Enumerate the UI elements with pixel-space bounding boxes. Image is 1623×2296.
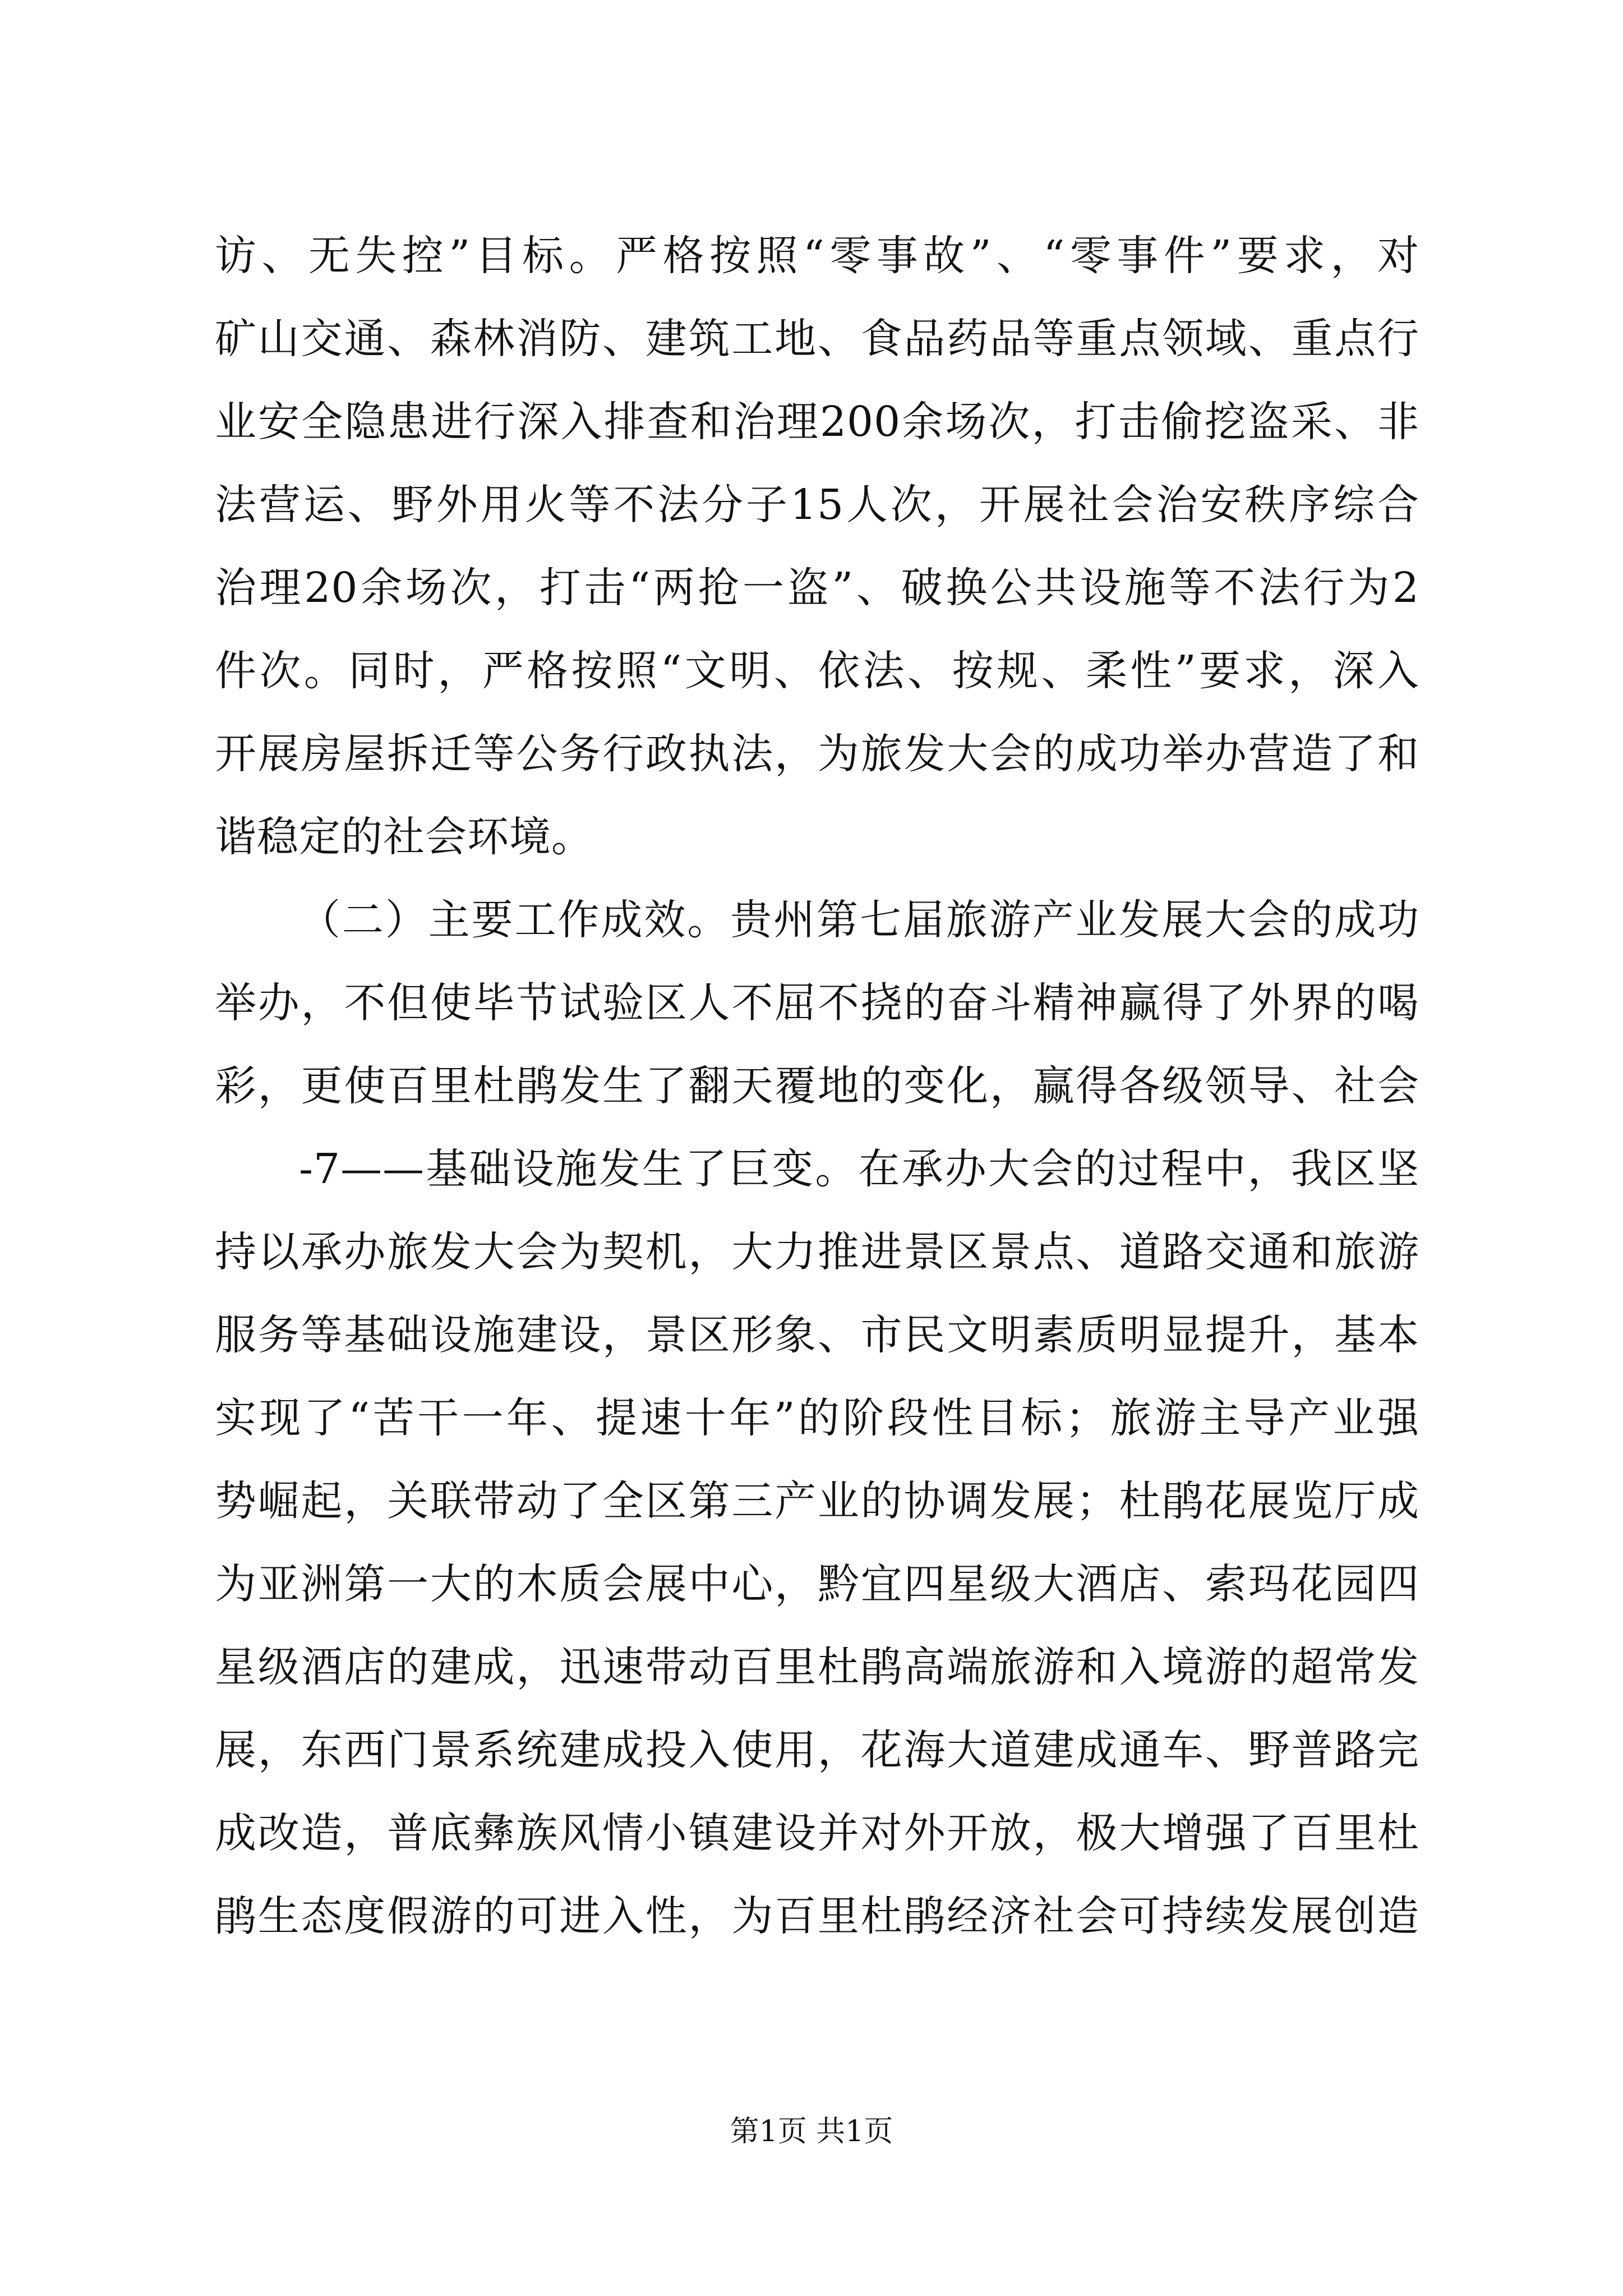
text-line: 开展房屋拆迁等公务行政执法，为旅发大会的成功举办营造了和	[215, 730, 1419, 778]
text-line: 访、无失控”目标。严格按照“零事故”、“零事件”要求，对	[215, 232, 1419, 280]
text-line: 持以承办旅发大会为契机，大力推进景区景点、道路交通和旅游	[215, 1228, 1419, 1276]
text-line: 治理20余场次，打击“两抢一盗”、破换公共设施等不法行为2	[215, 564, 1419, 612]
text-line: 实现了“苦干一年、提速十年”的阶段性目标；旅游主导产业强	[215, 1394, 1419, 1442]
body-text	[215, 214, 1419, 1958]
text-line: 矿山交通、森林消防、建筑工地、食品药品等重点领域、重点行	[215, 315, 1419, 363]
text-line: 成改造，普底彝族风情小镇建设并对外开放，极大增强了百里杜	[215, 1809, 1419, 1857]
text-line: 为亚洲第一大的木质会展中心，黔宜四星级大酒店、索玛花园四	[215, 1560, 1419, 1608]
text-line: （二）主要工作成效。贵州第七届旅游产业发展大会的成功	[299, 896, 1419, 944]
text-line: 鹃生态度假游的可进入性，为百里杜鹃经济社会可持续发展创造	[215, 1892, 1419, 1940]
text-line: 业安全隐患进行深入排查和治理200余场次，打击偷挖盗采、非	[215, 398, 1419, 446]
text-line: 法营运、野外用火等不法分子15人次，开展社会治安秩序综合	[215, 481, 1419, 529]
text-line: 展，东西门景系统建成投入使用，花海大道建成通车、野普路完	[215, 1726, 1419, 1774]
text-line: 谐稳定的社会环境。	[215, 813, 593, 861]
text-line: 势崛起，关联带动了全区第三产业的协调发展；杜鹃花展览厅成	[215, 1477, 1419, 1525]
text-line: -7——基础设施发生了巨变。在承办大会的过程中，我区坚	[299, 1145, 1419, 1193]
text-line: 彩，更使百里杜鹃发生了翻天覆地的变化，赢得各级领导、社会	[215, 1062, 1419, 1110]
page-footer	[0, 2112, 1623, 2151]
text-line: 件次。同时，严格按照“文明、依法、按规、柔性”要求，深入	[215, 647, 1419, 695]
text-line: 举办，不但使毕节试验区人不屈不挠的奋斗精神赢得了外界的喝	[215, 979, 1419, 1027]
text-line: 服务等基础设施建设，景区形象、市民文明素质明显提升，基本	[215, 1311, 1419, 1359]
text-line: 星级酒店的建成，迅速带动百里杜鹃高端旅游和入境游的超常发	[215, 1643, 1419, 1691]
page-number: 第1页 共1页	[730, 2115, 893, 2148]
